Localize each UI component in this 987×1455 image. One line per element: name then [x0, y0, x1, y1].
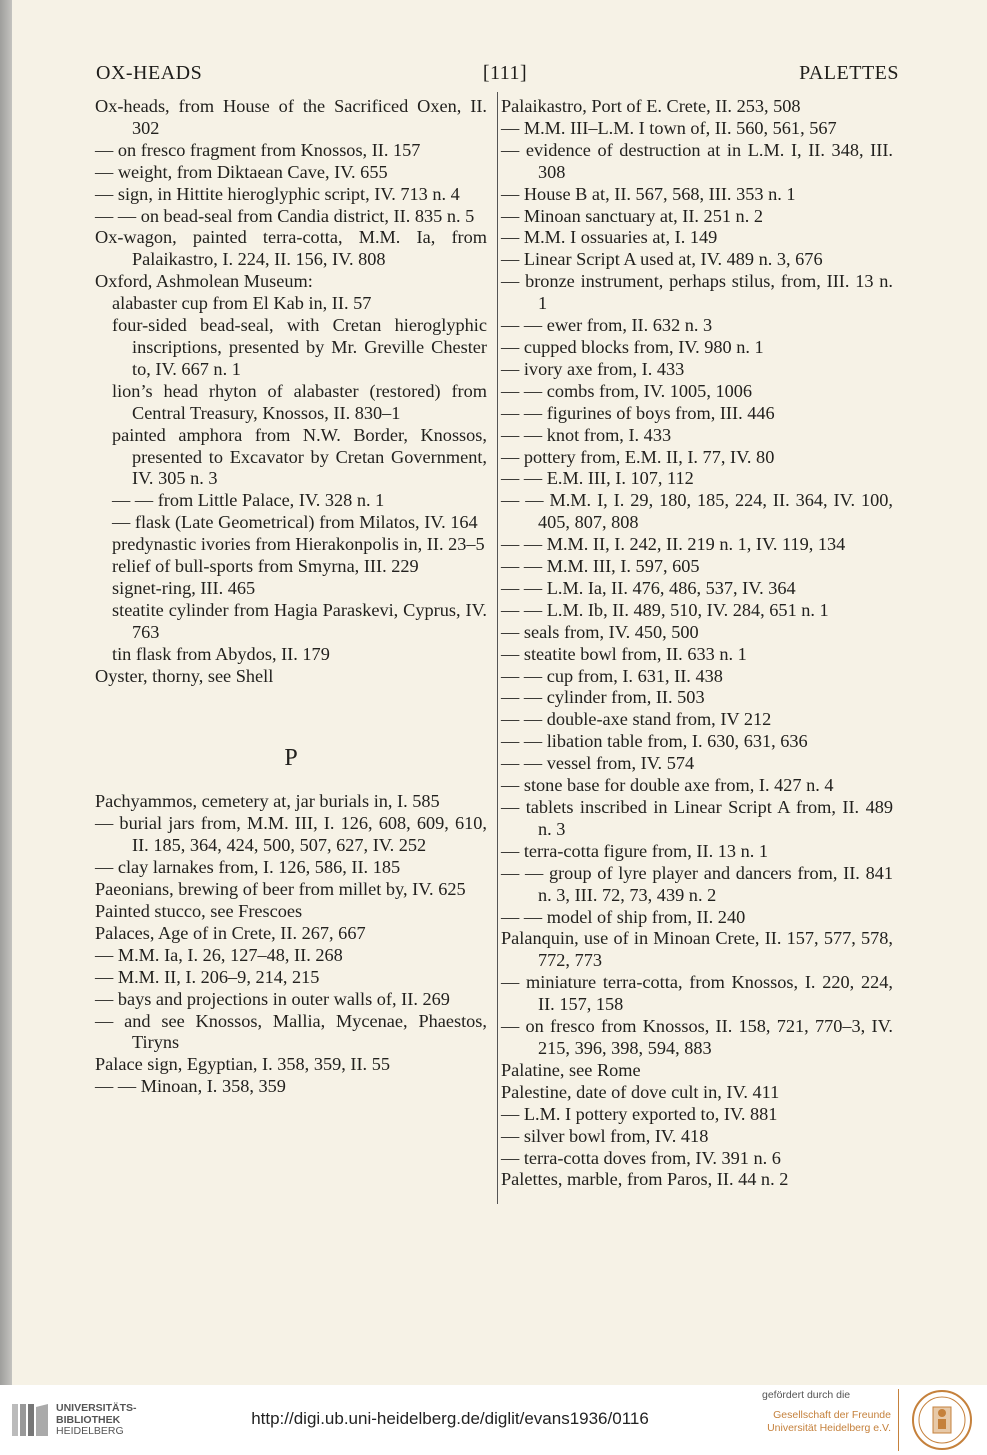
index-entry: — M.M. III–L.M. I town of, II. 560, 561, 567 — [501, 117, 837, 138]
entry-group-oyster — [95, 666, 487, 688]
index-entry: — stone base for double axe from, I. 427 n. 4 — [501, 775, 834, 796]
index-entry: lion’s head rhyton of alabaster (restored) from Central Treasury, Knossos, II. 830–1 — [112, 380, 487, 423]
index-entry: — M.M. II, I. 206–9, 214, 215 — [95, 966, 320, 987]
index-entry: Palaikastro, Port of E. Crete, II. 253, 508 — [501, 96, 801, 116]
index-entry: — — figurines of boys from, III. 446 — [501, 402, 775, 423]
entry-group-ashmolean — [95, 293, 487, 665]
index-entry: Ox-wagon, painted terra-cotta, M.M. Ia, from Palaikastro, I. 224, II. 156, IV. 808 — [95, 227, 487, 270]
index-entry: — — knot from, I. 433 — [501, 424, 672, 445]
index-entry: — seals from, IV. 450, 500 — [501, 621, 699, 642]
digitization-footer — [0, 1385, 987, 1455]
index-entry: — House B at, II. 567, 568, III. 353 n. 1 — [501, 183, 796, 204]
index-entry: — silver bowl from, IV. 418 — [501, 1125, 709, 1146]
sponsor-name: Gesellschaft der Freunde Universität Heidelberg e.V. — [767, 1409, 891, 1434]
index-entry: — burial jars from, M.M. III, I. 126, 608, 609, 610, II. 185, 364, 424, 500, 507, 627, IV. 252 — [95, 813, 487, 856]
index-entry: Oxford, Ashmolean Museum: — [95, 271, 313, 292]
index-entry: — bays and projections in outer walls of, II. 269 — [95, 988, 450, 1009]
index-entry: — — from Little Palace, IV. 328 n. 1 — [112, 490, 385, 511]
index-entry: — terra-cotta figure from, II. 13 n. 1 — [501, 840, 769, 861]
index-entry: — sign, in Hittite hieroglyphic script, IV. 713 n. 4 — [95, 183, 460, 204]
index-entry: four-sided bead-seal, with Cretan hieroglyphic inscriptions, presented by Mr. Greville Chester to, IV. 667 n. 1 — [112, 315, 487, 379]
index-entry: — — M.M. III, I. 597, 605 — [501, 556, 700, 577]
index-entry: — clay larnakes from, I. 126, 586, II. 185 — [95, 857, 401, 878]
entry-group-p — [95, 791, 487, 1098]
entry-group-ox — [95, 96, 487, 293]
university-seal-icon — [911, 1389, 973, 1451]
index-entry: — — cup from, I. 631, II. 438 — [501, 665, 723, 686]
index-entry: — — E.M. III, I. 107, 112 — [501, 468, 694, 489]
index-entry: — cupped blocks from, IV. 980 n. 1 — [501, 336, 764, 357]
index-entry: — pottery from, E.M. II, I. 77, IV. 80 — [501, 446, 775, 467]
index-entry: Painted stucco, see Frescoes — [95, 901, 303, 921]
index-entry: tin flask from Abydos, II. 179 — [112, 643, 330, 664]
library-name: UNIVERSITÄTS- BIBLIOTHEK HEIDELBERG — [56, 1402, 137, 1437]
index-entry: Palaces, Age of in Crete, II. 267, 667 — [95, 922, 366, 943]
index-entry: — — vessel from, IV. 574 — [501, 753, 695, 774]
index-entry: signet-ring, III. 465 — [112, 577, 256, 598]
section-letter: P — [284, 745, 298, 772]
index-entry: — — L.M. Ia, II. 476, 486, 537, IV. 364 — [501, 577, 796, 598]
index-entry: — weight, from Diktaean Cave, IV. 655 — [95, 161, 388, 182]
index-entry: — Linear Script A used at, IV. 489 n. 3, 676 — [501, 249, 823, 270]
index-entry: — M.M. Ia, I. 26, 127–48, II. 268 — [95, 944, 343, 965]
index-entry: — — combs from, IV. 1005, 1006 — [501, 380, 753, 401]
index-entry: — — M.M. II, I. 242, II. 219 n. 1, IV. 119, 134 — [501, 534, 846, 555]
index-entry: relief of bull-sports from Smyrna, III. 229 — [112, 556, 419, 577]
index-entry: — — L.M. Ib, II. 489, 510, IV. 284, 651 n. 1 — [501, 599, 829, 620]
index-entry: — miniature terra-cotta, from Knossos, I. 220, 224, II. 157, 158 — [501, 972, 893, 1015]
index-entry: — — group of lyre player and dancers from, II. 841 n. 3, III. 72, 73, 439 n. 2 — [501, 862, 893, 905]
running-head-right: PALETTES — [799, 62, 899, 84]
index-entry: Palettes, marble, from Paros, II. 44 n. 2 — [501, 1169, 789, 1190]
index-entry: — ivory axe from, I. 433 — [501, 358, 685, 379]
index-entry: predynastic ivories from Hierakonpolis in, II. 23–5 — [112, 534, 485, 555]
library-logo-icon — [10, 1401, 50, 1439]
index-entry: — — ewer from, II. 632 n. 3 — [501, 315, 713, 336]
scan-edge-shadow — [0, 0, 12, 1385]
index-entry: — — Minoan, I. 358, 359 — [95, 1076, 286, 1097]
index-entry: painted amphora from N.W. Border, Knossos, presented to Excavator by Cretan Government, IV. 305 n. 3 — [112, 424, 487, 489]
index-column-right — [501, 96, 893, 1191]
index-entry: — — M.M. I, I. 29, 180, 185, 224, II. 364, IV. 100, 405, 807, 808 — [501, 490, 893, 533]
index-entry: — L.M. I pottery exported to, IV. 881 — [501, 1103, 778, 1124]
footer-divider — [898, 1389, 899, 1451]
index-entry: — evidence of destruction at in L.M. I, II. 348, III. 308 — [501, 139, 893, 182]
page-number: [111] — [482, 62, 528, 84]
index-entry: — — double-axe stand from, IV 212 — [501, 709, 772, 730]
source-url-link[interactable]: http://digi.ub.uni-heidelberg.de/diglit/evans1936/0116 — [251, 1409, 649, 1428]
index-entry: — steatite bowl from, II. 633 n. 1 — [501, 643, 747, 664]
index-entry: alabaster cup from El Kab in, II. 57 — [112, 293, 372, 314]
index-entry: — — model of ship from, II. 240 — [501, 906, 746, 927]
index-entry: — tablets inscribed in Linear Script A from, II. 489 n. 3 — [501, 797, 893, 839]
index-entry: — terra-cotta doves from, IV. 391 n. 6 — [501, 1147, 781, 1168]
index-entry: — bronze instrument, perhaps stilus, from, III. 13 n. 1 — [501, 271, 893, 314]
index-entry: Oyster, thorny, see Shell — [95, 665, 274, 686]
index-entry: — Minoan sanctuary at, II. 251 n. 2 — [501, 205, 763, 226]
index-entry: steatite cylinder from Hagia Paraskevi, Cyprus, IV. 763 — [112, 599, 487, 642]
index-entry: — flask (Late Geometrical) from Milatos, IV. 164 — [112, 512, 478, 533]
index-entry: Palestine, date of dove cult in, IV. 411 — [501, 1081, 780, 1102]
index-entry: — — libation table from, I. 630, 631, 636 — [501, 731, 808, 752]
running-head-left: OX-HEADS — [96, 62, 203, 84]
index-entry: Palace sign, Egyptian, I. 358, 359, II. 55 — [95, 1054, 390, 1075]
index-entry: Palanquin, use of in Minoan Crete, II. 157, 577, 578, 772, 773 — [501, 928, 893, 971]
index-entry: — on fresco from Knossos, II. 158, 721, 770–3, IV. 215, 396, 398, 594, 883 — [501, 1016, 893, 1058]
column-divider — [497, 92, 498, 1204]
index-column-left — [95, 96, 487, 1098]
index-entry: Palatine, see Rome — [501, 1059, 641, 1080]
index-entry: Pachyammos, cemetery at, jar burials in, I. 585 — [95, 791, 440, 812]
index-entry: Ox-heads, from House of the Sacrificed Oxen, II. 302 — [95, 96, 487, 138]
index-entry: — — cylinder from, II. 503 — [501, 687, 705, 708]
index-entry: Paeonians, brewing of beer from millet by, IV. 625 — [95, 879, 466, 900]
index-entry: — — on bead-seal from Candia district, II. 835 n. 5 — [95, 205, 475, 226]
index-entry: — on fresco fragment from Knossos, II. 157 — [95, 139, 421, 160]
index-entry: — and see Knossos, Mallia, Mycenae, Phaestos, Tiryns — [95, 1010, 487, 1053]
funded-by-label: gefördert durch die — [762, 1389, 851, 1401]
index-entry: — M.M. I ossuaries at, I. 149 — [501, 227, 718, 248]
